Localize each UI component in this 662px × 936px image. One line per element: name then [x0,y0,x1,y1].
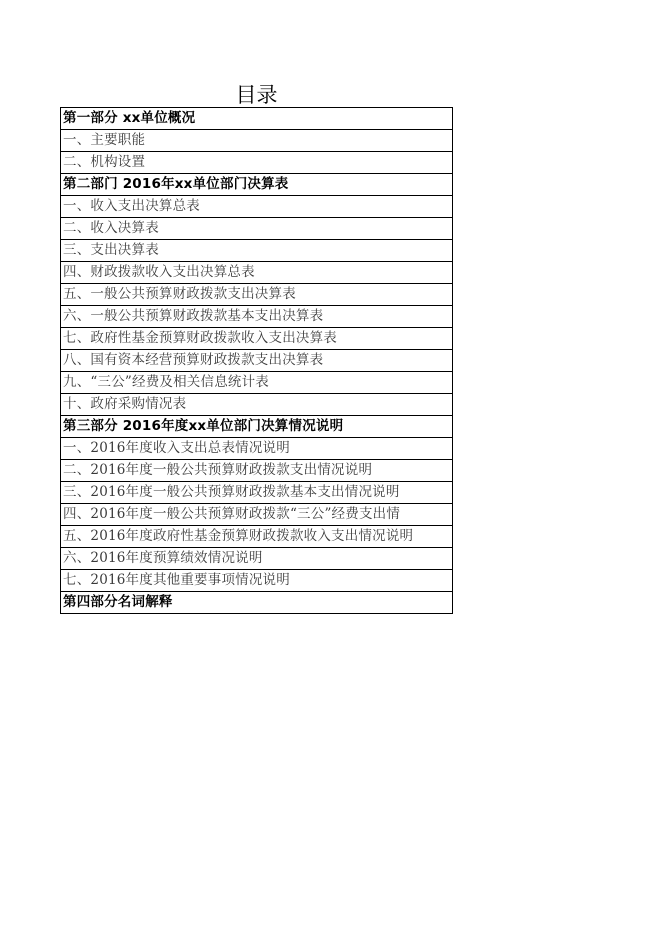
toc-item[interactable]: 四、财政拨款收入支出决算总表 [61,262,453,284]
toc-item-row [61,196,453,218]
toc-item-row [61,482,453,504]
toc-section-row [61,174,453,196]
toc-section-row [61,416,453,438]
toc-item[interactable]: 二、机构设置 [61,152,453,174]
toc-item-row [61,262,453,284]
toc-item[interactable]: 九、“三公”经费及相关信息统计表 [61,372,453,394]
toc-item-row [61,438,453,460]
toc-item-row [61,284,453,306]
toc-item[interactable]: 十、政府采购情况表 [61,394,453,416]
toc-item[interactable]: 一、主要职能 [61,130,453,152]
toc-item-row [61,218,453,240]
toc-item[interactable]: 五、一般公共预算财政拨款支出决算表 [61,284,453,306]
toc-item-row [61,152,453,174]
toc-item[interactable]: 六、2016年度预算绩效情况说明 [61,548,453,570]
toc-item[interactable]: 四、2016年度一般公共预算财政拨款“三公”经费支出情 [61,504,453,526]
toc-item-row [61,548,453,570]
toc-section-2[interactable]: 第二部门 2016年xx单位部门决算表 [61,174,453,196]
toc-table [60,107,453,614]
toc-item-row [61,460,453,482]
toc-item-row [61,130,453,152]
toc-section-row [61,592,453,614]
toc-item-row [61,328,453,350]
toc-item[interactable]: 七、政府性基金预算财政拨款收入支出决算表 [61,328,453,350]
toc-item[interactable]: 二、2016年度一般公共预算财政拨款支出情况说明 [61,460,453,482]
toc-item[interactable]: 六、一般公共预算财政拨款基本支出决算表 [61,306,453,328]
page-title: 目录 [235,83,278,107]
toc-item-row [61,570,453,592]
toc-item[interactable]: 三、支出决算表 [61,240,453,262]
toc-item[interactable]: 一、收入支出决算总表 [61,196,453,218]
toc-item[interactable]: 一、2016年度收入支出总表情况说明 [61,438,453,460]
toc-item-row [61,350,453,372]
toc-item[interactable]: 五、2016年度政府性基金预算财政拨款收入支出情况说明 [61,526,453,548]
toc-item[interactable]: 二、收入决算表 [61,218,453,240]
toc-section-row [61,108,453,130]
toc-item-row [61,526,453,548]
toc-item-row [61,504,453,526]
toc-item-row [61,240,453,262]
toc-section-3[interactable]: 第三部分 2016年度xx单位部门决算情况说明 [61,416,453,438]
toc-item-row [61,372,453,394]
toc-item[interactable]: 七、2016年度其他重要事项情况说明 [61,570,453,592]
toc-item-row [61,394,453,416]
toc-item[interactable]: 三、2016年度一般公共预算财政拨款基本支出情况说明 [61,482,453,504]
toc-item[interactable]: 八、国有资本经营预算财政拨款支出决算表 [61,350,453,372]
toc-item-row [61,306,453,328]
toc-section-1[interactable]: 第一部分 xx单位概况 [61,108,453,130]
toc-section-4[interactable]: 第四部分名词解释 [61,592,453,614]
